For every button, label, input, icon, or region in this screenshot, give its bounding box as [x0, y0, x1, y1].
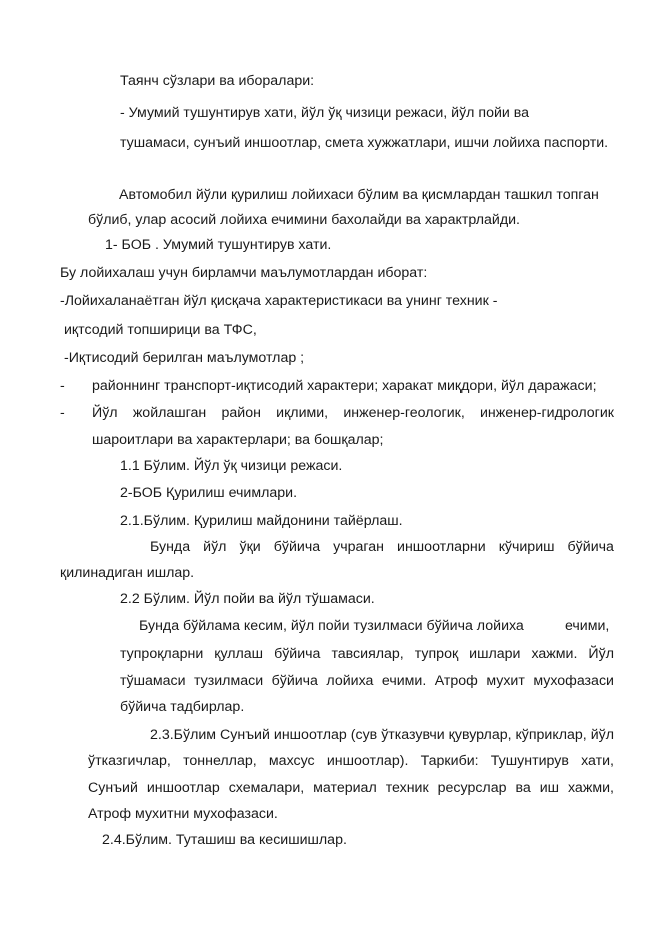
- list-item-3: -Иқтисодий берилган маълумотлар ;: [64, 350, 305, 366]
- paragraph-2-2-line-1-left: Бунда бўйлама кесим, йўл пойи тузилмаси бўйича лойиха: [139, 618, 524, 634]
- intro-line-2: бўлиб, улар асосий лойиха ечимини бахолайди ва характрлайди.: [88, 212, 520, 228]
- subsection-1-1: 1.1 Бўлим. Йўл ўқ чизици режаси.: [120, 458, 343, 474]
- paragraph-2-1-line-1: Бунда йўл ўқи бўйича учраган иншоотларни кўчириш бўйича: [150, 539, 614, 555]
- list-item-5-line-1: Йўл жойлашган район иқлими, инженер-геологик, инженер-гидрологик: [92, 405, 614, 421]
- keywords-heading: Таянч сўзлари ва иборалари:: [120, 73, 315, 89]
- subsection-2-2: 2.2 Бўлим. Йўл пойи ва йўл тўшамаси.: [120, 591, 375, 607]
- list-item-4: районнинг транспорт-иқтисодий характери; харакат миқдори, йўл даражаси;: [92, 378, 597, 394]
- subsection-2-4: 2.4.Бўлим. Туташиш ва кесишишлар.: [102, 832, 347, 848]
- list-item-5-dash: -: [60, 405, 65, 421]
- chapter-1-title: 1- БОБ . Умумий тушунтирув хати.: [105, 237, 332, 253]
- chapter-1-lead: Бу лойихалаш учун бирламчи маълумотлардан иборат:: [60, 265, 428, 281]
- list-item-2: иқтсодий топширици ва ТФС,: [64, 322, 257, 338]
- list-item-1: -Лойихаланаётган йўл қисқача характеристикаси ва унинг техник -: [60, 293, 498, 309]
- paragraph-2-2-line-3: тўшамаси тузилмаси бўйича лойиха ечими. Атроф мухит мухофазаси: [120, 673, 614, 689]
- list-item-5-line-2: шароитлари ва характерлари; ва бошқалар;: [92, 432, 384, 448]
- paragraph-2-1-line-2: қилинадиган ишлар.: [60, 565, 195, 581]
- intro-line-1: Автомобил йўли қурилиш лойихаси бўлим ва қисмлардан ташкил топган: [119, 187, 599, 203]
- subsection-2-1: 2.1.Бўлим. Қурилиш майдонини тайёрлаш.: [120, 513, 403, 529]
- keywords-line-1: - Умумий тушунтирув хати, йўл ўқ чизици режаси, йўл пойи ва: [120, 105, 530, 121]
- list-item-4-dash: -: [60, 378, 65, 394]
- paragraph-2-2-line-1-right: ечими,: [565, 618, 610, 634]
- paragraph-2-3-line-4: Атроф мухитни мухофазаси.: [88, 806, 278, 822]
- paragraph-2-3-line-2: ўтказгичлар, тоннеллар, махсус иншоотлар). Таркиби: Тушунтирув хати,: [88, 753, 614, 769]
- paragraph-2-3-line-1: 2.3.Бўлим Сунъий иншоотлар (сув ўтказувчи қувурлар, кўприклар, йўл: [150, 727, 614, 743]
- paragraph-2-3-line-3: Сунъий иншоотлар схемалари, материал техник ресурслар ва иш хажми,: [88, 780, 614, 796]
- paragraph-2-2-line-2: тупроқларни қуллаш бўйича тавсиялар, тупроқ ишлари хажми. Йўл: [120, 646, 614, 662]
- chapter-2-title: 2-БОБ Қурилиш ечимлари.: [120, 485, 298, 501]
- keywords-line-2: тушамаси, сунъий иншоотлар, смета хужжатлари, ишчи лойиха паспорти.: [120, 135, 609, 151]
- paragraph-2-2-line-4: бўйича тадбирлар.: [120, 699, 245, 715]
